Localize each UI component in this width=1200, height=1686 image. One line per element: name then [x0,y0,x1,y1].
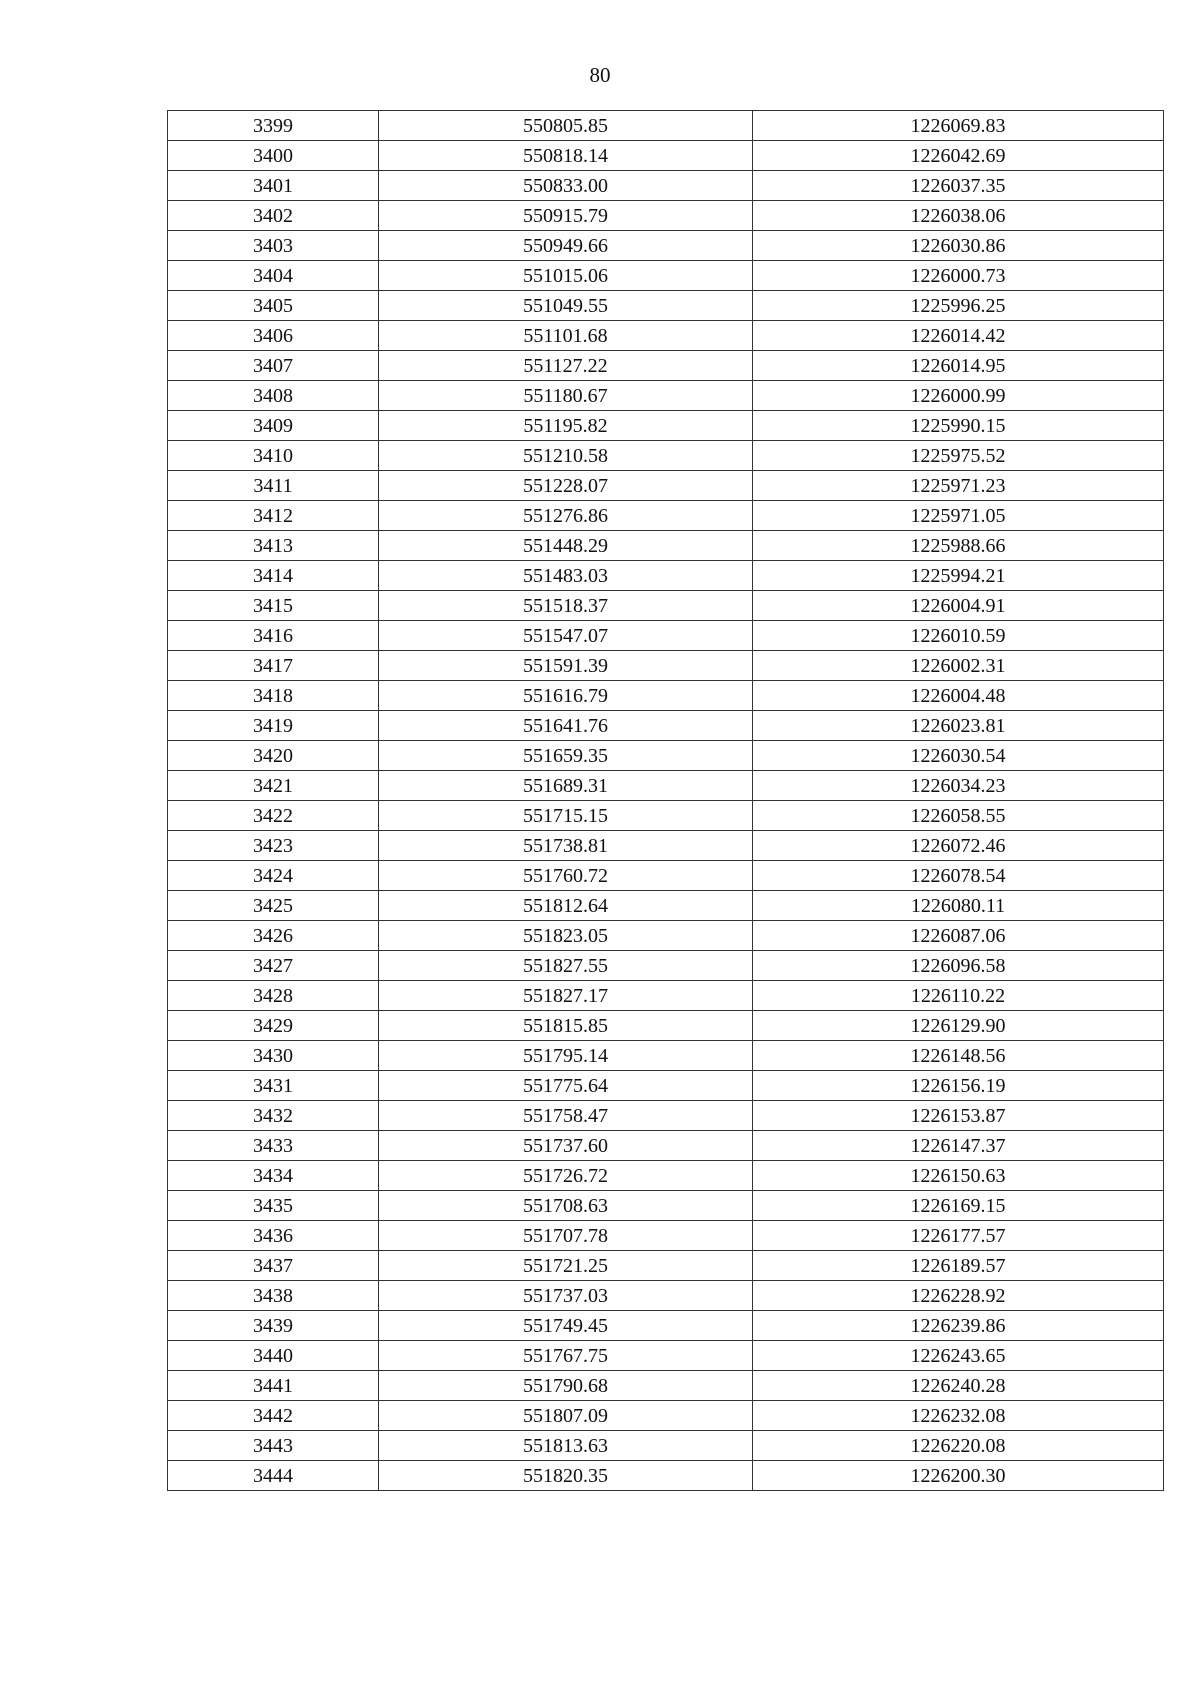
y-coordinate-cell: 1226220.08 [753,1431,1164,1461]
y-coordinate-cell: 1226232.08 [753,1401,1164,1431]
page-number: 80 [589,63,611,87]
x-coordinate-cell: 551795.14 [379,1041,753,1071]
y-coordinate-cell: 1226228.92 [753,1281,1164,1311]
table-row [168,111,1164,141]
table-row [168,141,1164,171]
table-row [168,801,1164,831]
x-coordinate-cell: 551721.25 [379,1251,753,1281]
point-number-cell: 3437 [168,1251,379,1281]
table-row [168,981,1164,1011]
x-coordinate-cell: 551210.58 [379,441,753,471]
y-coordinate-cell: 1226014.95 [753,351,1164,381]
point-number-cell: 3402 [168,201,379,231]
point-number-cell: 3428 [168,981,379,1011]
table-row [168,1311,1164,1341]
y-coordinate-cell: 1226004.91 [753,591,1164,621]
coordinate-table-body [168,111,1164,1491]
table-row [168,531,1164,561]
y-coordinate-cell: 1225990.15 [753,411,1164,441]
x-coordinate-cell: 551737.60 [379,1131,753,1161]
table-row [168,1431,1164,1461]
x-coordinate-cell: 551767.75 [379,1341,753,1371]
x-coordinate-cell: 551827.55 [379,951,753,981]
x-coordinate-cell: 551180.67 [379,381,753,411]
y-coordinate-cell: 1226169.15 [753,1191,1164,1221]
x-coordinate-cell: 551820.35 [379,1461,753,1491]
table-row [168,231,1164,261]
point-number-cell: 3417 [168,651,379,681]
x-coordinate-cell: 551659.35 [379,741,753,771]
point-number-cell: 3410 [168,441,379,471]
x-coordinate-cell: 550949.66 [379,231,753,261]
x-coordinate-cell: 551827.17 [379,981,753,1011]
table-row [168,561,1164,591]
point-number-cell: 3414 [168,561,379,591]
point-number-cell: 3441 [168,1371,379,1401]
x-coordinate-cell: 551127.22 [379,351,753,381]
table-row [168,1341,1164,1371]
y-coordinate-cell: 1226000.99 [753,381,1164,411]
x-coordinate-cell: 551815.85 [379,1011,753,1041]
x-coordinate-cell: 551760.72 [379,861,753,891]
y-coordinate-cell: 1226023.81 [753,711,1164,741]
point-number-cell: 3399 [168,111,379,141]
y-coordinate-cell: 1226150.63 [753,1161,1164,1191]
x-coordinate-cell: 551708.63 [379,1191,753,1221]
table-row [168,1011,1164,1041]
point-number-cell: 3407 [168,351,379,381]
x-coordinate-cell: 551276.86 [379,501,753,531]
point-number-cell: 3444 [168,1461,379,1491]
y-coordinate-cell: 1226200.30 [753,1461,1164,1491]
table-row [168,831,1164,861]
y-coordinate-cell: 1226148.56 [753,1041,1164,1071]
point-number-cell: 3415 [168,591,379,621]
table-row [168,201,1164,231]
table-row [168,651,1164,681]
y-coordinate-cell: 1226004.48 [753,681,1164,711]
table-row [168,711,1164,741]
y-coordinate-cell: 1226038.06 [753,201,1164,231]
table-row [168,1131,1164,1161]
point-number-cell: 3423 [168,831,379,861]
table-row [168,1191,1164,1221]
point-number-cell: 3404 [168,261,379,291]
point-number-cell: 3400 [168,141,379,171]
point-number-cell: 3432 [168,1101,379,1131]
y-coordinate-cell: 1225988.66 [753,531,1164,561]
x-coordinate-cell: 551591.39 [379,651,753,681]
y-coordinate-cell: 1226080.11 [753,891,1164,921]
point-number-cell: 3405 [168,291,379,321]
y-coordinate-cell: 1226129.90 [753,1011,1164,1041]
table-row [168,1161,1164,1191]
y-coordinate-cell: 1226058.55 [753,801,1164,831]
x-coordinate-cell: 551641.76 [379,711,753,741]
x-coordinate-cell: 551726.72 [379,1161,753,1191]
y-coordinate-cell: 1226156.19 [753,1071,1164,1101]
x-coordinate-cell: 550833.00 [379,171,753,201]
coordinate-table [167,110,1164,1491]
point-number-cell: 3403 [168,231,379,261]
x-coordinate-cell: 551813.63 [379,1431,753,1461]
table-row [168,591,1164,621]
y-coordinate-cell: 1226037.35 [753,171,1164,201]
table-row [168,921,1164,951]
table-row [168,621,1164,651]
y-coordinate-cell: 1226010.59 [753,621,1164,651]
point-number-cell: 3425 [168,891,379,921]
y-coordinate-cell: 1226030.54 [753,741,1164,771]
point-number-cell: 3427 [168,951,379,981]
y-coordinate-cell: 1226072.46 [753,831,1164,861]
table-row [168,471,1164,501]
point-number-cell: 3426 [168,921,379,951]
x-coordinate-cell: 551812.64 [379,891,753,921]
x-coordinate-cell: 551547.07 [379,621,753,651]
table-row [168,951,1164,981]
table-row [168,681,1164,711]
table-row [168,1401,1164,1431]
y-coordinate-cell: 1226000.73 [753,261,1164,291]
point-number-cell: 3442 [168,1401,379,1431]
y-coordinate-cell: 1225994.21 [753,561,1164,591]
y-coordinate-cell: 1226147.37 [753,1131,1164,1161]
table-row [168,741,1164,771]
point-number-cell: 3408 [168,381,379,411]
x-coordinate-cell: 551775.64 [379,1071,753,1101]
point-number-cell: 3424 [168,861,379,891]
point-number-cell: 3430 [168,1041,379,1071]
x-coordinate-cell: 551448.29 [379,531,753,561]
y-coordinate-cell: 1225971.05 [753,501,1164,531]
table-row [168,771,1164,801]
x-coordinate-cell: 550818.14 [379,141,753,171]
point-number-cell: 3433 [168,1131,379,1161]
table-row [168,291,1164,321]
y-coordinate-cell: 1226002.31 [753,651,1164,681]
point-number-cell: 3411 [168,471,379,501]
y-coordinate-cell: 1226240.28 [753,1371,1164,1401]
x-coordinate-cell: 551807.09 [379,1401,753,1431]
table-row [168,1251,1164,1281]
x-coordinate-cell: 551228.07 [379,471,753,501]
point-number-cell: 3419 [168,711,379,741]
x-coordinate-cell: 550915.79 [379,201,753,231]
point-number-cell: 3420 [168,741,379,771]
y-coordinate-cell: 1226189.57 [753,1251,1164,1281]
table-row [168,1041,1164,1071]
point-number-cell: 3422 [168,801,379,831]
x-coordinate-cell: 551518.37 [379,591,753,621]
table-row [168,1371,1164,1401]
x-coordinate-cell: 551689.31 [379,771,753,801]
table-row [168,1281,1164,1311]
point-number-cell: 3401 [168,171,379,201]
y-coordinate-cell: 1226153.87 [753,1101,1164,1131]
x-coordinate-cell: 551823.05 [379,921,753,951]
point-number-cell: 3439 [168,1311,379,1341]
point-number-cell: 3412 [168,501,379,531]
point-number-cell: 3436 [168,1221,379,1251]
table-row [168,891,1164,921]
x-coordinate-cell: 551790.68 [379,1371,753,1401]
point-number-cell: 3438 [168,1281,379,1311]
x-coordinate-cell: 551707.78 [379,1221,753,1251]
point-number-cell: 3443 [168,1431,379,1461]
y-coordinate-cell: 1226087.06 [753,921,1164,951]
table-row [168,351,1164,381]
x-coordinate-cell: 551738.81 [379,831,753,861]
x-coordinate-cell: 551195.82 [379,411,753,441]
y-coordinate-cell: 1226042.69 [753,141,1164,171]
table-row [168,261,1164,291]
y-coordinate-cell: 1226078.54 [753,861,1164,891]
point-number-cell: 3431 [168,1071,379,1101]
y-coordinate-cell: 1226069.83 [753,111,1164,141]
y-coordinate-cell: 1226239.86 [753,1311,1164,1341]
point-number-cell: 3406 [168,321,379,351]
y-coordinate-cell: 1226014.42 [753,321,1164,351]
table-row [168,1221,1164,1251]
x-coordinate-cell: 551483.03 [379,561,753,591]
point-number-cell: 3418 [168,681,379,711]
point-number-cell: 3416 [168,621,379,651]
x-coordinate-cell: 550805.85 [379,111,753,141]
point-number-cell: 3421 [168,771,379,801]
y-coordinate-cell: 1226030.86 [753,231,1164,261]
table-row [168,1071,1164,1101]
y-coordinate-cell: 1225971.23 [753,471,1164,501]
x-coordinate-cell: 551616.79 [379,681,753,711]
point-number-cell: 3435 [168,1191,379,1221]
table-row [168,1101,1164,1131]
point-number-cell: 3413 [168,531,379,561]
y-coordinate-cell: 1225975.52 [753,441,1164,471]
x-coordinate-cell: 551749.45 [379,1311,753,1341]
point-number-cell: 3429 [168,1011,379,1041]
table-row [168,321,1164,351]
y-coordinate-cell: 1226096.58 [753,951,1164,981]
table-row [168,501,1164,531]
table-row [168,1461,1164,1491]
table-row [168,381,1164,411]
x-coordinate-cell: 551049.55 [379,291,753,321]
y-coordinate-cell: 1226243.65 [753,1341,1164,1371]
y-coordinate-cell: 1226177.57 [753,1221,1164,1251]
y-coordinate-cell: 1225996.25 [753,291,1164,321]
point-number-cell: 3409 [168,411,379,441]
point-number-cell: 3434 [168,1161,379,1191]
x-coordinate-cell: 551758.47 [379,1101,753,1131]
x-coordinate-cell: 551737.03 [379,1281,753,1311]
table-row [168,411,1164,441]
table-row [168,861,1164,891]
y-coordinate-cell: 1226110.22 [753,981,1164,1011]
table-row [168,441,1164,471]
point-number-cell: 3440 [168,1341,379,1371]
x-coordinate-cell: 551015.06 [379,261,753,291]
y-coordinate-cell: 1226034.23 [753,771,1164,801]
x-coordinate-cell: 551715.15 [379,801,753,831]
x-coordinate-cell: 551101.68 [379,321,753,351]
table-row [168,171,1164,201]
